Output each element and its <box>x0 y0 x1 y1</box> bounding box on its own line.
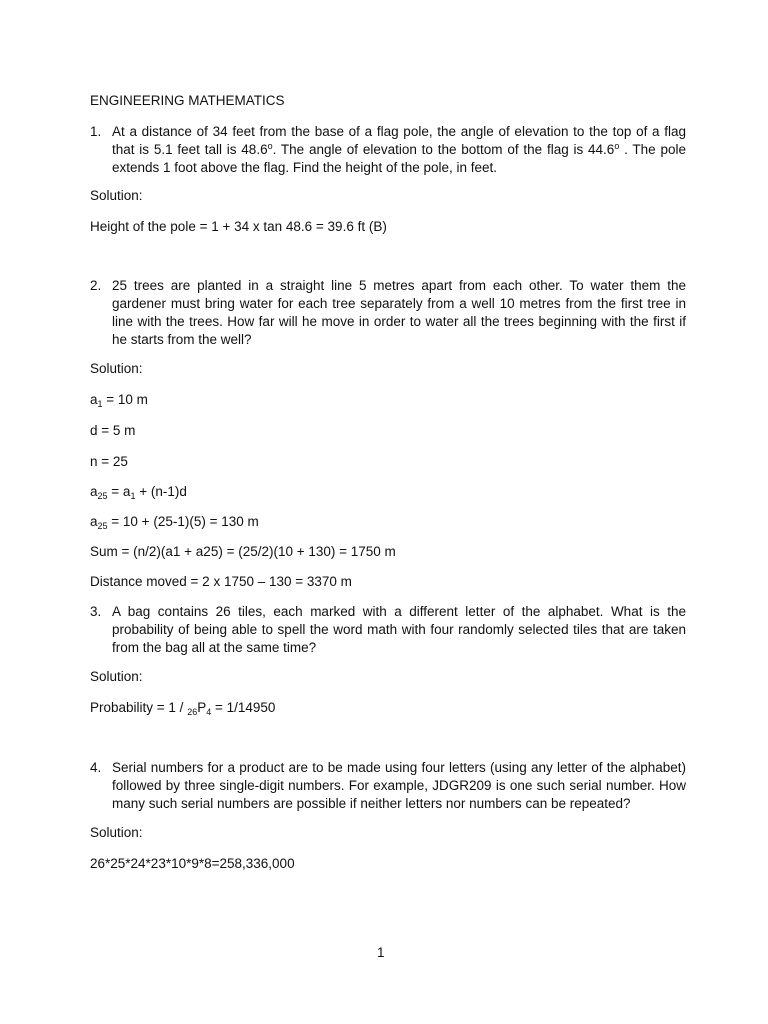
problem-text <box>112 123 686 177</box>
equation-distance: Distance moved = 2 x 1750 – 130 = 3370 m <box>90 574 352 589</box>
equation-a1: $a_1 = 10$ m <box>90 392 148 409</box>
equation-probability: Probability = $1 / _{26}P_4 = 1/14950$ <box>90 700 276 717</box>
page-number: 1 <box>377 945 385 960</box>
solution-label: Solution: <box>90 669 143 684</box>
solution-line: Height of the pole = 1 + 34 x tan 48.6 = 39.6 ft (B) <box>90 219 387 234</box>
problem-text: 25 trees are planted in a straight line 5 metres apart from each other. To water them the gardener must bring water for each tree separately from a well 10 metres from the first tree in line with the trees. How far will he move in order to water all the trees beginning with the first if he starts from the well? <box>112 278 686 347</box>
problem-text: A bag contains 26 tiles, each marked with a different letter of the alphabet. What is the probability of being able to spell the word math with four randomly selected tiles that are taken from the bag all at the same time? <box>112 604 686 655</box>
problem-number: 3. <box>90 604 102 619</box>
problem-3 <box>90 603 690 657</box>
problem-number: 4. <box>90 760 102 775</box>
equation-d: d = 5 m <box>90 423 136 438</box>
problem-1 <box>90 123 690 177</box>
answer-line: 26*25*24*23*10*9*8=258,336,000 <box>90 856 295 871</box>
solution-label: Solution: <box>90 825 143 840</box>
degree-symbol: o <box>614 141 620 151</box>
document-title: ENGINEERING MATHEMATICS <box>90 93 285 108</box>
problem-2 <box>90 277 690 349</box>
solution-label: Solution: <box>90 361 143 376</box>
equation-sum: Sum = (n/2)(a1 + a25) = (25/2)(10 + 130) = 1750 m <box>90 544 396 559</box>
solution-label: Solution: <box>90 188 143 203</box>
equation-a25-value: $a_{25} = 10 + (25-1)(5) = 130$ m <box>90 514 259 531</box>
problem-text-part: . The pole extends 1 foot above the flag. Find the height of the pole, in feet. <box>112 142 686 175</box>
degree-symbol: o <box>267 141 273 151</box>
problem-text-part: At a distance of 34 feet from the base of a flag pole, the angle of elevation to the top of a flag that is 5.1 feet tall is 48.6 <box>112 124 686 157</box>
equation-a25-formula: $a_{25} = a_1 + (n-1)d$ <box>90 484 187 501</box>
problem-text-part: . The angle of elevation to the bottom of the flag is 44.6 <box>272 142 615 157</box>
problem-4 <box>90 759 690 813</box>
problem-number: 1. <box>90 124 102 139</box>
problem-text: Serial numbers for a product are to be made using four letters (using any letter of the alphabet) followed by three single-digit numbers. For example, JDGR209 is one such serial number. How many such serial numbers are possible if neither letters nor numbers can be repeated? <box>112 760 686 811</box>
problem-number: 2. <box>90 278 102 293</box>
equation-n: n = 25 <box>90 454 128 469</box>
